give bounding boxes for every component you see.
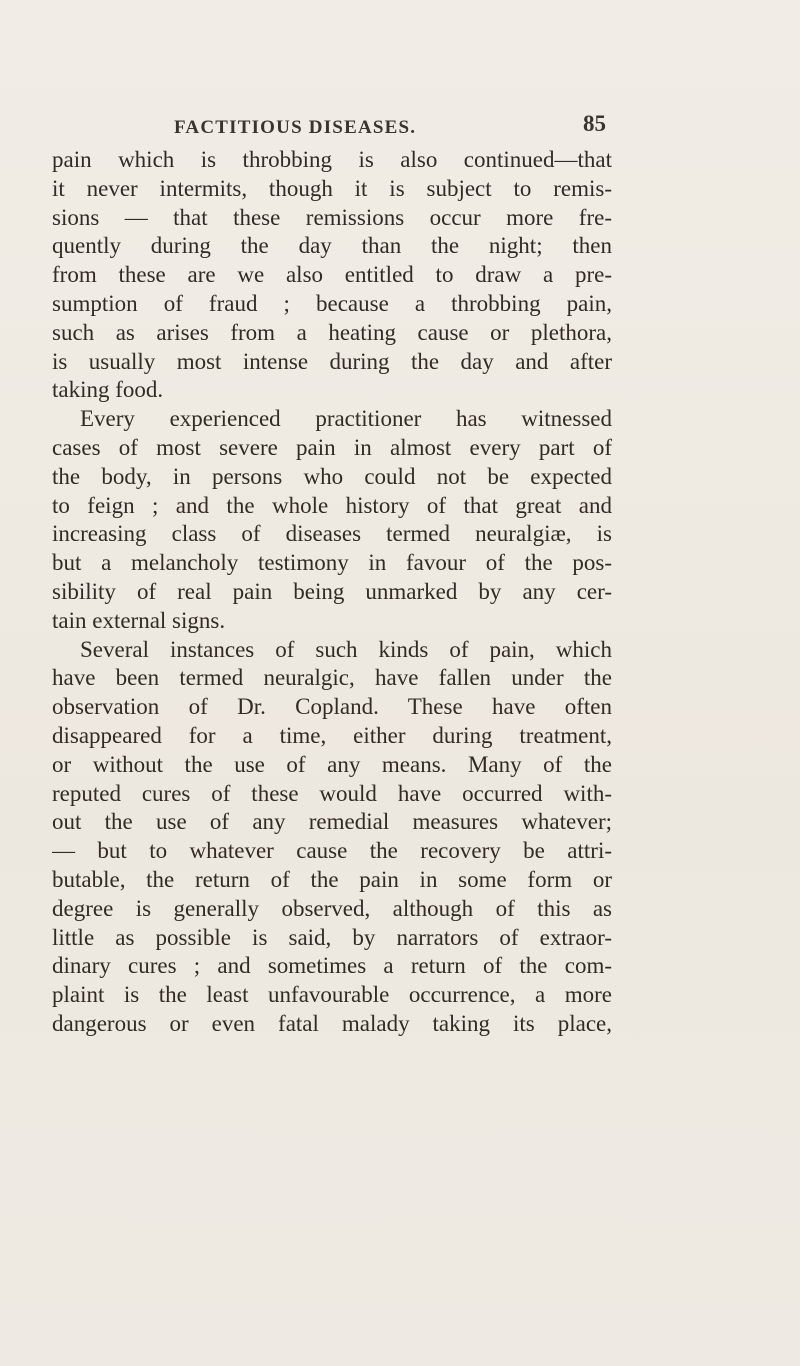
text-line: cases of most severe pain in almost every part of: [52, 434, 612, 460]
text-line: — but to whatever cause the recovery be attri-: [52, 838, 612, 864]
body-text: [52, 146, 612, 1039]
text-line: sions — that these remissions occur more fre-: [52, 204, 612, 230]
text-line: out the use of any remedial measures whatever;: [52, 809, 612, 835]
text-line: quently during the day than the night; then: [52, 233, 612, 259]
text-line: Every experienced practitioner has witnessed: [80, 406, 612, 432]
text-line: increasing class of diseases termed neuralgiæ, is: [52, 521, 612, 547]
text-line: observation of Dr. Copland. These have often: [52, 694, 612, 720]
text-line: sumption of fraud ; because a throbbing pain,: [52, 290, 612, 316]
text-line: dinary cures ; and sometimes a return of the com-: [52, 953, 612, 979]
text-line: little as possible is said, by narrators of extraor-: [52, 924, 612, 950]
text-line: but a melancholy testimony in favour of the pos-: [52, 550, 612, 576]
text-line: Several instances of such kinds of pain, which: [80, 636, 612, 662]
text-line: butable, the return of the pain in some form or: [52, 866, 612, 892]
text-line: dangerous or even fatal malady taking its place,: [52, 1010, 612, 1036]
text-line: disappeared for a time, either during treatment,: [52, 722, 612, 748]
text-line: is usually most intense during the day and after: [52, 348, 612, 374]
text-line: reputed cures of these would have occurred with-: [52, 780, 612, 806]
page-number: 85: [583, 111, 606, 136]
text-line: to feign ; and the whole history of that great and: [52, 492, 612, 518]
text-line: taking food.: [52, 377, 164, 403]
text-line: pain which is throbbing is also continued—that: [52, 147, 612, 172]
text-line: plaint is the least unfavourable occurrence, a more: [52, 982, 612, 1008]
text-line: sibility of real pain being unmarked by any cer-: [52, 578, 612, 604]
text-line: such as arises from a heating cause or plethora,: [52, 319, 612, 345]
text-line: from these are we also entitled to draw a pre-: [52, 262, 612, 288]
text-line: have been termed neuralgic, have fallen under the: [52, 665, 612, 691]
text-line: the body, in persons who could not be expected: [52, 463, 612, 489]
text-line: or without the use of any means. Many of the: [52, 751, 612, 777]
text-line: degree is generally observed, although of this as: [52, 895, 612, 921]
text-line: tain external signs.: [52, 607, 226, 633]
text-line: it never intermits, though it is subject to remis-: [52, 175, 612, 201]
running-title: FACTITIOUS DISEASES.: [174, 117, 417, 138]
